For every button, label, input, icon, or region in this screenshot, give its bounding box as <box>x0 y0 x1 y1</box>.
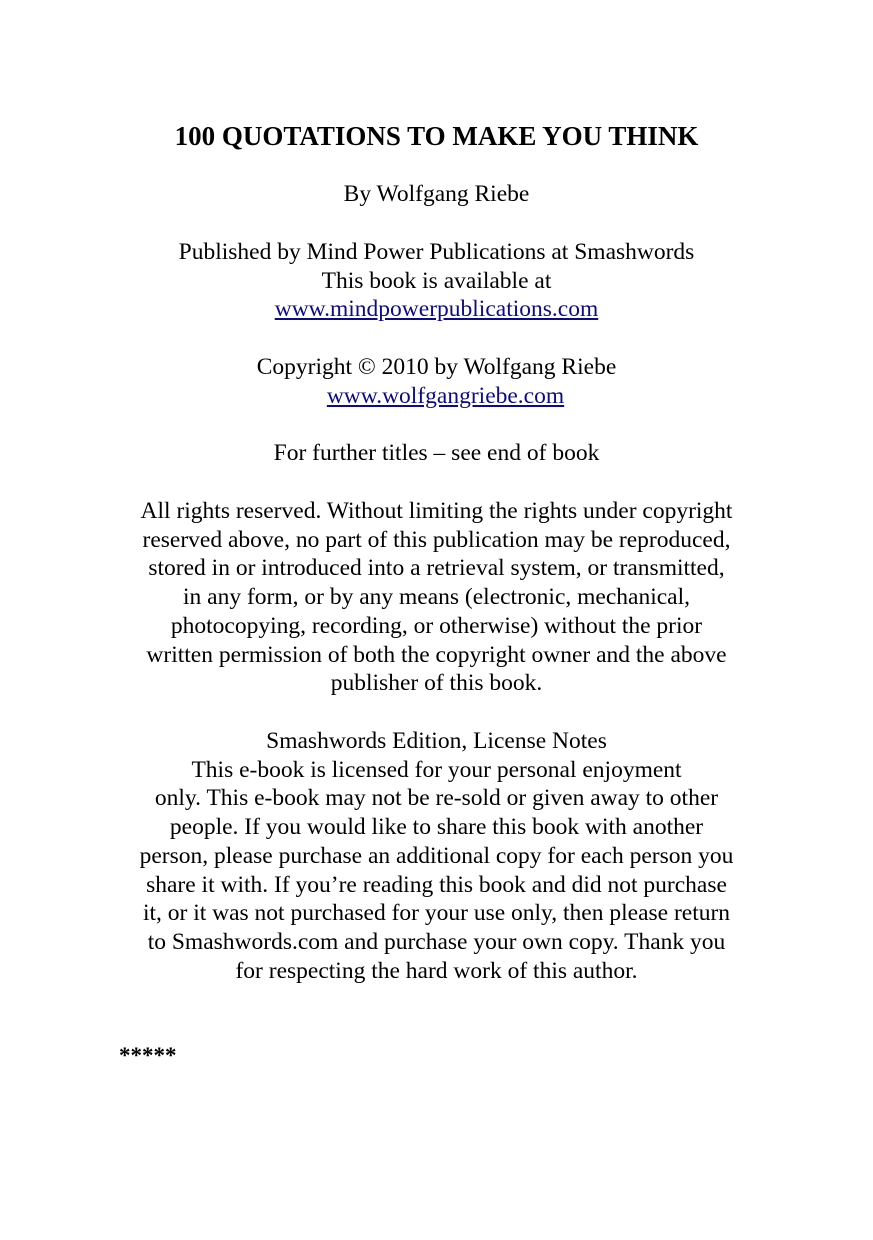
rights-line: photocopying, recording, or otherwise) without the prior <box>170 612 703 639</box>
rights-line: stored in or introduced into a retrieval system, or transmitted, <box>148 555 725 582</box>
license-line: it, or it was not purchased for your use only, then please return <box>142 900 731 927</box>
book-title: 100 QUOTATIONS TO MAKE YOU THINK <box>174 121 699 151</box>
rights-line: in any form, or by any means (electronic, mechanical, <box>182 584 690 611</box>
license-line: for respecting the hard work of this author. <box>235 957 638 984</box>
copyright-block <box>100 353 773 410</box>
license-notes <box>100 727 773 985</box>
license-line: This e-book is licensed for your personal enjoyment <box>191 756 682 783</box>
publisher-website-link[interactable]: www.mindpowerpublications.com <box>274 296 599 323</box>
license-line: person, please purchase an additional copy for each person you <box>139 842 734 869</box>
copyright-line: Copyright © 2010 by Wolfgang Riebe <box>256 354 617 380</box>
publisher-block <box>100 238 773 324</box>
license-line: share it with. If you’re reading this book and did not purchase <box>146 871 727 898</box>
rights-line: written permission of both the copyright owner and the above <box>146 641 727 668</box>
publisher-line: Published by Mind Power Publications at Smashwords <box>178 239 695 265</box>
license-heading: Smashwords Edition, License Notes <box>266 728 607 754</box>
license-line: people. If you would like to share this book with another <box>169 814 704 841</box>
rights-line: All rights reserved. Without limiting the rights under copyright <box>140 498 733 524</box>
availability-line: This book is available at <box>321 267 552 294</box>
license-line: to Smashwords.com and purchase your own copy. Thank you <box>147 928 726 955</box>
section-separator: ***** <box>119 1043 177 1068</box>
rights-line: publisher of this book. <box>330 670 543 697</box>
rights-line: reserved above, no part of this publication may be reproduced, <box>142 526 731 553</box>
author-website-link[interactable]: www.wolfgangriebe.com <box>326 382 565 409</box>
license-line: only. This e-book may not be re-sold or given away to other <box>154 785 719 812</box>
author-line: By Wolfgang Riebe <box>343 181 530 207</box>
rights-paragraph <box>100 497 773 698</box>
further-titles-note: For further titles – see end of book <box>273 440 600 466</box>
